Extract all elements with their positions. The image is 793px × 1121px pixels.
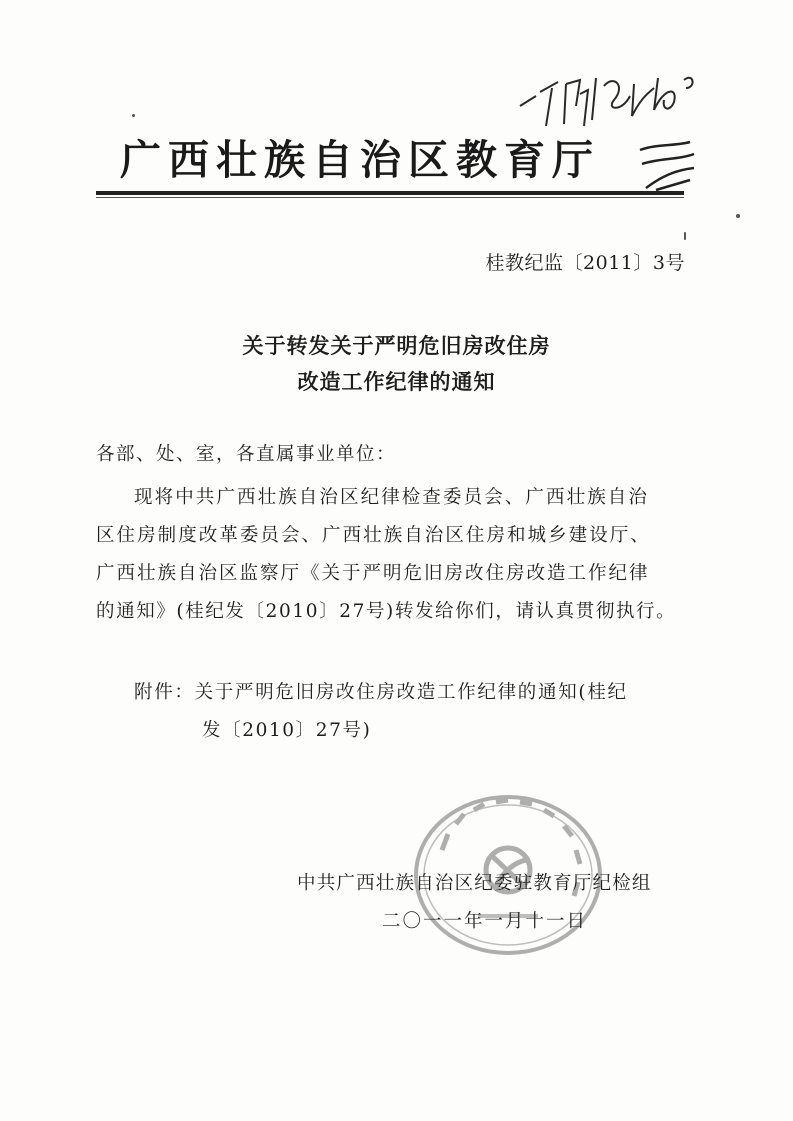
attachment-line2: 发〔2010〕27号)	[202, 720, 372, 741]
body-line: 广西壮族自治区监察厅《关于严明危旧房改住房改造工作纪律	[96, 563, 650, 584]
body-line: 现将中共广西壮族自治区纪律检查委员会、广西壮族自治	[134, 487, 650, 508]
scan-speck	[132, 114, 135, 117]
scan-speck	[736, 214, 740, 218]
body-line: 区住房制度改革委员会、广西壮族自治区住房和城乡建设厅、	[96, 525, 651, 546]
attachment-line1: 附件：关于严明危旧房改住房改造工作纪律的通知(桂纪	[134, 682, 628, 703]
masthead-rule	[96, 191, 684, 195]
masthead-title: 广西壮族自治区教育厅	[120, 136, 600, 184]
handwritten-mark	[636, 140, 698, 196]
body-line: 的通知》(桂纪发〔2010〕27号)转发给你们，请认真贯彻执行。	[96, 601, 677, 622]
signature-date: 二〇一一年一月十一日	[382, 911, 588, 932]
handwritten-annotation	[518, 66, 698, 136]
salutation: 各部、处、室，各直属事业单位：	[96, 444, 397, 465]
document-title-line2: 改造工作纪律的通知	[297, 369, 496, 394]
masthead-rule-thin	[96, 197, 684, 198]
document-title-line1: 关于转发关于严明危旧房改住房	[242, 333, 551, 358]
signature-organization: 中共广西壮族自治区纪委驻教育厅纪检组	[297, 873, 652, 894]
scan-speck	[684, 232, 686, 240]
document-number: 桂教纪监〔2011〕3号	[485, 252, 685, 274]
